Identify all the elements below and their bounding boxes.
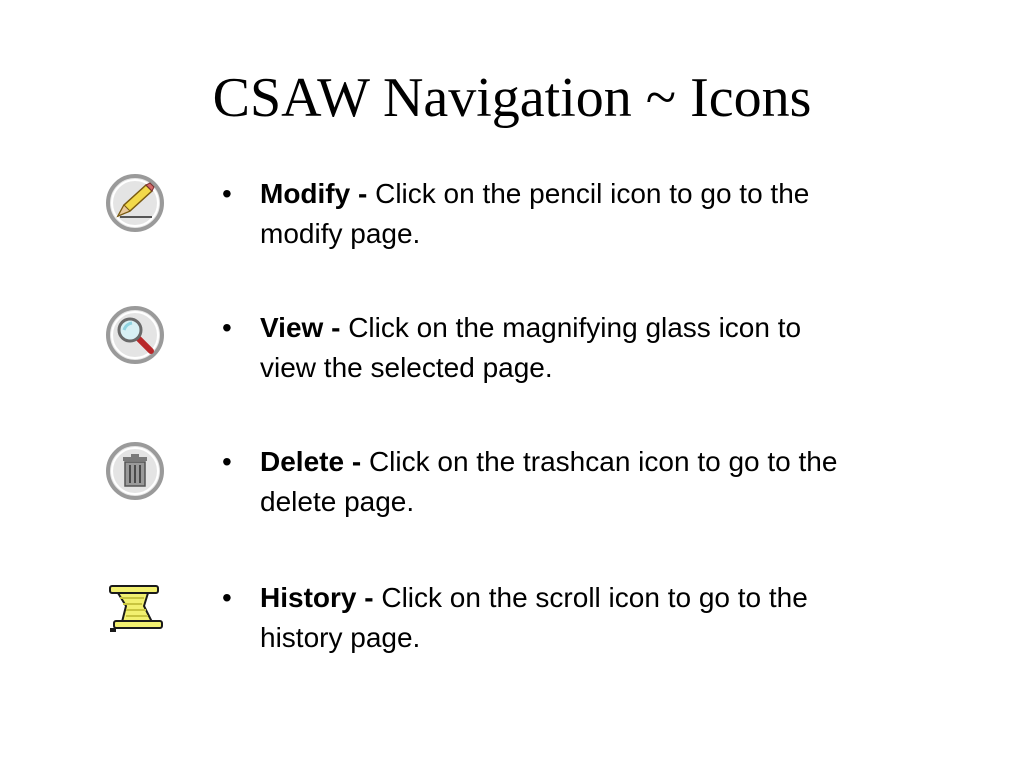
- bullet-marker: •: [222, 582, 232, 613]
- pencil-icon[interactable]: [104, 172, 168, 236]
- bullet-modify: [222, 174, 842, 254]
- item-label: View -: [260, 312, 341, 343]
- bullet-marker: •: [222, 312, 232, 343]
- item-label: Modify -: [260, 178, 368, 209]
- bullet-marker: •: [222, 446, 232, 477]
- item-label: Delete -: [260, 446, 362, 477]
- magnifying-glass-icon[interactable]: [104, 304, 168, 368]
- trashcan-icon[interactable]: [104, 440, 168, 504]
- item-label: History -: [260, 582, 374, 613]
- item-description: Click on the magnifying glass icon to view the selected page.: [260, 312, 802, 383]
- bullet-marker: •: [222, 178, 232, 209]
- item-description: Click on the scroll icon to go to the history page.: [260, 582, 808, 653]
- scroll-icon[interactable]: [104, 576, 168, 640]
- item-description: Click on the trashcan icon to go to the delete page.: [260, 446, 838, 517]
- bullet-history: [222, 578, 842, 658]
- bullet-view: [222, 308, 842, 388]
- bullet-delete: [222, 442, 842, 522]
- page-title: CSAW Navigation ~ Icons: [212, 67, 812, 129]
- item-description: Click on the pencil icon to go to the modify page.: [260, 178, 810, 249]
